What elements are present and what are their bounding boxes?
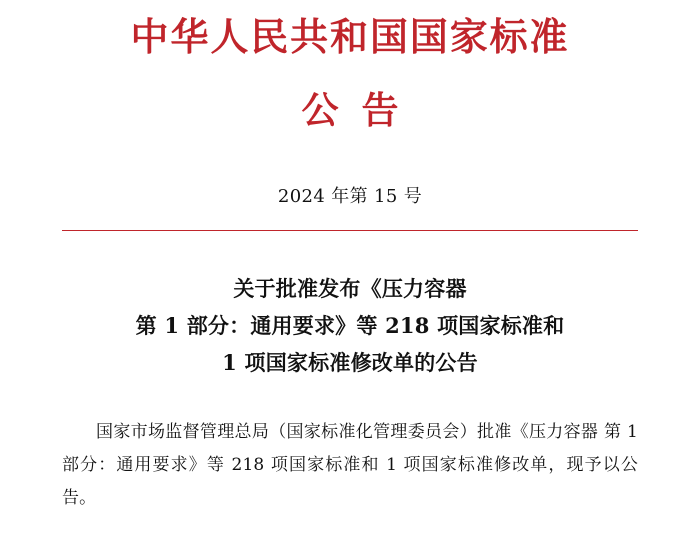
masthead-title: 中华人民共和国国家标准: [130, 14, 570, 59]
page-title-line-1: 关于批准发布《压力容器: [233, 276, 467, 302]
body-paragraph: 国家市场监督管理总局（国家标准化管理委员会）批准《压力容器 第 1 部分：通用要求》等 218 项国家标准和 1 项国家标准修改单，现予以公告。: [62, 421, 638, 509]
issue-number: 2024 年第 15 号: [277, 186, 423, 208]
page-title-line-3: 1 项国家标准修改单的公告: [222, 349, 478, 375]
page-title: [62, 231, 638, 381]
masthead: [62, 0, 638, 130]
page-title-line-2: 第 1 部分：通用要求》等 218 项国家标准和: [135, 313, 565, 339]
body-text: [62, 382, 638, 515]
masthead-subtitle: 公告: [301, 87, 422, 132]
